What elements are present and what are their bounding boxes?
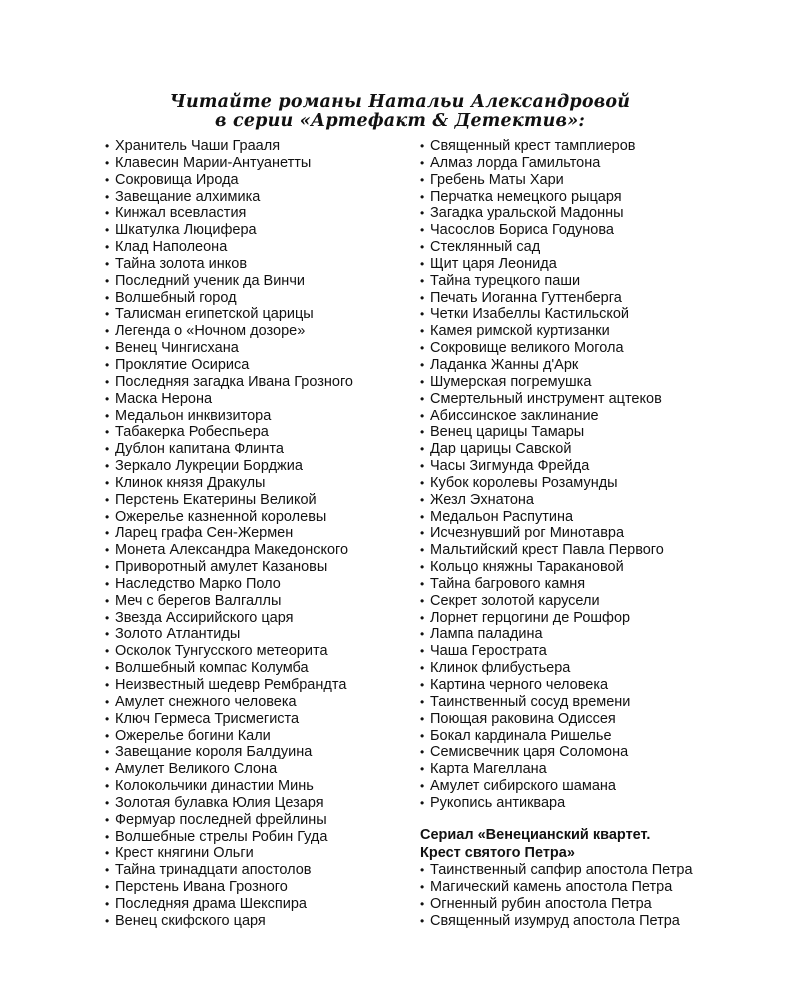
book-title: • Тайна золота инков <box>105 256 353 273</box>
book-title: • Золотая булавка Юлия Цезаря <box>105 795 353 812</box>
book-title: • Камея римской куртизанки <box>420 323 664 340</box>
book-title: • Венец царицы Тамары <box>420 424 664 441</box>
book-title: • Лампа паладина <box>420 626 664 643</box>
book-title: • Завещание короля Балдуина <box>105 744 353 761</box>
book-title: • Амулет Великого Слона <box>105 761 353 778</box>
book-title: • Золото Атлантиды <box>105 626 353 643</box>
book-title: • Волшебный компас Колумба <box>105 660 353 677</box>
book-title: • Последняя загадка Ивана Грозного <box>105 374 353 391</box>
book-title: • Шумерская погремушка <box>420 374 664 391</box>
book-title: • Жезл Эхнатона <box>420 492 664 509</box>
book-title: • Лорнет герцогини де Рошфор <box>420 610 664 627</box>
book-title: • Клинок князя Дракулы <box>105 475 353 492</box>
book-title: • Поющая раковина Одиссея <box>420 711 664 728</box>
book-title: • Последний ученик да Винчи <box>105 273 353 290</box>
book-title: • Амулет снежного человека <box>105 694 353 711</box>
book-title: • Медальон Распутина <box>420 509 664 526</box>
book-title: • Волшебные стрелы Робин Гуда <box>105 829 353 846</box>
book-title: • Исчезнувший рог Минотавра <box>420 525 664 542</box>
book-title: • Клинок флибустьера <box>420 660 664 677</box>
book-title: • Последняя драма Шекспира <box>105 896 353 913</box>
book-title: • Крест княгини Ольги <box>105 845 353 862</box>
book-title: • Ожерелье казненной королевы <box>105 509 353 526</box>
book-title: • Завещание алхимика <box>105 189 353 206</box>
book-title: • Щит царя Леонида <box>420 256 664 273</box>
book-title: • Картина черного человека <box>420 677 664 694</box>
book-title: • Проклятие Осириса <box>105 357 353 374</box>
book-title: • Карта Магеллана <box>420 761 664 778</box>
book-title: • Дар царицы Савской <box>420 441 664 458</box>
book-title: • Сокровище великого Могола <box>420 340 664 357</box>
book-title: • Перстень Екатерины Великой <box>105 492 353 509</box>
book-title: • Талисман египетской царицы <box>105 306 353 323</box>
book-title: • Монета Александра Македонского <box>105 542 353 559</box>
book-title: • Тайна турецкого паши <box>420 273 664 290</box>
book-title: • Шкатулка Люцифера <box>105 222 353 239</box>
book-title: • Тайна багрового камня <box>420 576 664 593</box>
book-title: • Зеркало Лукреции Борджиа <box>105 458 353 475</box>
header-line-1: Читайте романы Натальи Александровой <box>169 92 631 112</box>
book-title: • Секрет золотой карусели <box>420 593 664 610</box>
book-title: • Неизвестный шедевр Рембрандта <box>105 677 353 694</box>
header-line-2: в серии «Артефакт & Детектив»: <box>214 111 585 131</box>
page-header <box>0 93 800 131</box>
book-title: • Табакерка Робеспьера <box>105 424 353 441</box>
book-title: • Хранитель Чаши Грааля <box>105 138 353 155</box>
book-title: • Четки Изабеллы Кастильской <box>420 306 664 323</box>
book-title: • Таинственный сосуд времени <box>420 694 664 711</box>
book-title: • Бокал кардинала Ришелье <box>420 728 664 745</box>
book-title: • Огненный рубин апостола Петра <box>420 896 693 913</box>
book-title: • Наследство Марко Поло <box>105 576 353 593</box>
book-title: • Кольцо княжны Таракановой <box>420 559 664 576</box>
book-title: • Легенда о «Ночном дозоре» <box>105 323 353 340</box>
book-title: • Загадка уральской Мадонны <box>420 205 664 222</box>
book-title: • Ключ Гермеса Трисмегиста <box>105 711 353 728</box>
book-title: • Клавесин Марии-Антуанетты <box>105 155 353 172</box>
book-title: • Абиссинское заклинание <box>420 408 664 425</box>
book-title: • Тайна тринадцати апостолов <box>105 862 353 879</box>
book-title: • Перстень Ивана Грозного <box>105 879 353 896</box>
book-title: • Стеклянный сад <box>420 239 664 256</box>
book-title: • Священный изумруд апостола Петра <box>420 913 693 930</box>
book-title: • Магический камень апостола Петра <box>420 879 693 896</box>
book-title: • Клад Наполеона <box>105 239 353 256</box>
book-title: • Ладанка Жанны д'Арк <box>420 357 664 374</box>
book-title: • Часы Зигмунда Фрейда <box>420 458 664 475</box>
book-title: • Кинжал всевластия <box>105 205 353 222</box>
book-title: • Сокровища Ирода <box>105 172 353 189</box>
book-title: • Приворотный амулет Казановы <box>105 559 353 576</box>
right-book-list <box>420 138 664 812</box>
book-title: • Звезда Ассирийского царя <box>105 610 353 627</box>
book-title: • Венец скифского царя <box>105 913 353 930</box>
book-title: • Ларец графа Сен-Жермен <box>105 525 353 542</box>
book-title: • Таинственный сапфир апостола Петра <box>420 862 693 879</box>
book-title: • Часослов Бориса Годунова <box>420 222 664 239</box>
book-title: • Семисвечник царя Соломона <box>420 744 664 761</box>
book-title: • Медальон инквизитора <box>105 408 353 425</box>
book-title: • Кубок королевы Розамунды <box>420 475 664 492</box>
book-title: • Волшебный город <box>105 290 353 307</box>
book-title: • Священный крест тамплиеров <box>420 138 664 155</box>
book-title: • Амулет сибирского шамана <box>420 778 664 795</box>
book-title: • Перчатка немецкого рыцаря <box>420 189 664 206</box>
left-book-list <box>105 138 353 930</box>
book-title: • Фермуар последней фрейлины <box>105 812 353 829</box>
serial-title-line-1: Сериал «Венецианский квартет. <box>420 827 651 843</box>
serial-title-line-2: Крест святого Петра» <box>420 845 575 861</box>
book-title: • Алмаз лорда Гамильтона <box>420 155 664 172</box>
book-title: • Гребень Маты Хари <box>420 172 664 189</box>
book-title: • Меч с берегов Валгаллы <box>105 593 353 610</box>
book-title: • Смертельный инструмент ацтеков <box>420 391 664 408</box>
book-title: • Чаша Герострата <box>420 643 664 660</box>
book-title: • Маска Нерона <box>105 391 353 408</box>
book-title: • Венец Чингисхана <box>105 340 353 357</box>
book-title: • Колокольчики династии Минь <box>105 778 353 795</box>
book-title: • Ожерелье богини Кали <box>105 728 353 745</box>
book-title: • Дублон капитана Флинта <box>105 441 353 458</box>
book-title: • Мальтийский крест Павла Первого <box>420 542 664 559</box>
serial-book-list <box>420 862 693 929</box>
book-title: • Печать Иоганна Гуттенберга <box>420 290 664 307</box>
serial-title <box>420 826 650 862</box>
book-title: • Рукопись антиквара <box>420 795 664 812</box>
book-title: • Осколок Тунгусского метеорита <box>105 643 353 660</box>
